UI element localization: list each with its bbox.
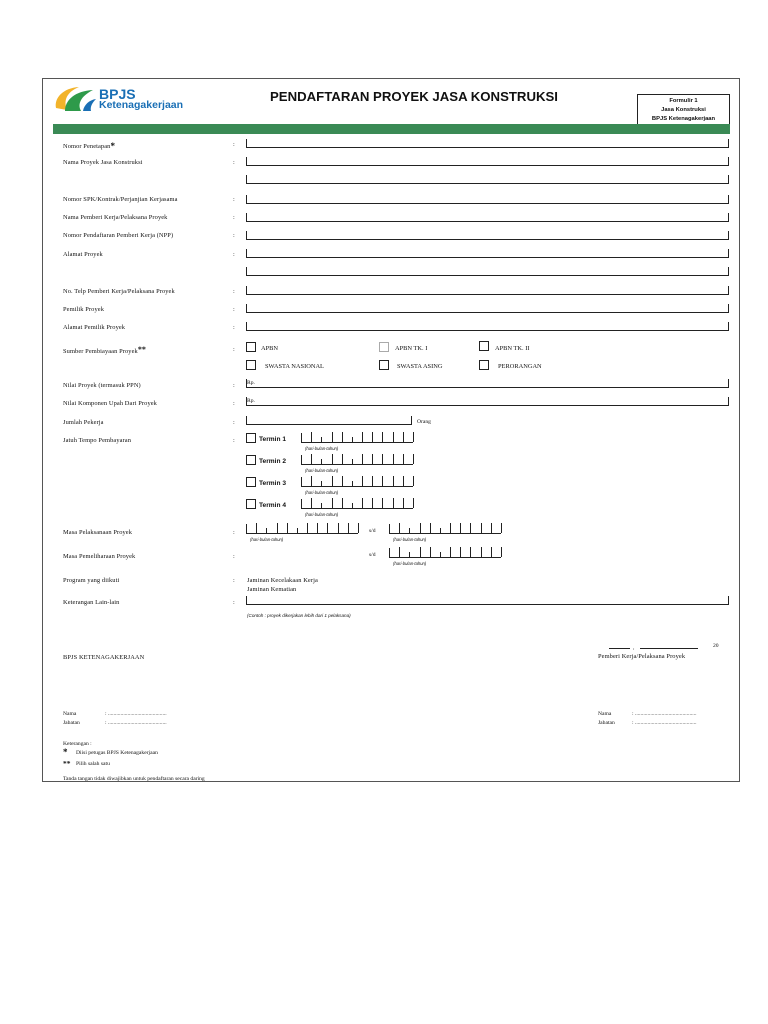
date-digit-divider [321,503,322,508]
date-blank-month[interactable] [640,648,698,649]
colon: : [233,346,235,353]
date-digit-divider [352,459,353,464]
termin-1-date-field[interactable] [301,433,413,443]
colon: : [233,306,235,313]
pemilik-proyek-field[interactable] [246,304,729,313]
until-label: s/d [369,552,376,558]
date-digit-divider [403,498,404,508]
date-digit-divider [332,476,333,486]
option-apbn-tk2: APBN TK. II [495,345,530,352]
jumlah-pekerja-field[interactable] [246,416,412,425]
colon: : [233,141,235,148]
npp-field[interactable] [246,231,729,240]
termin-2-label: Termin 2 [259,458,286,465]
logo-text-bpjs: BPJS [99,86,136,102]
date-digit-divider [430,547,431,557]
sign-right-title: Pemberi Kerja/Pelaksana Proyek [598,653,686,660]
sign-left-title: BPJS KETENAGAKERJAAN [63,654,145,661]
label-nama-proyek: Nama Proyek Jasa Konstruksi [63,159,143,166]
date-digit-divider [372,432,373,442]
termin-3-date-field[interactable] [301,477,413,487]
date-digit-divider [327,523,328,533]
date-hint: (hari-bulan-tahun) [393,561,427,566]
date-digit-divider [338,523,339,533]
option-swasta-nasional: SWASTA NASIONAL [265,363,324,370]
logo-text-ketenagakerjaan: Ketenagakerjaan [99,99,184,111]
date-digit-divider [382,498,383,508]
date-hint: (hari-bulan-tahun) [250,537,284,542]
date-digit-divider [413,454,414,464]
page-title: PENDAFTARAN PROYEK JASA KONSTRUKSI [270,89,558,104]
date-digit-divider [307,523,308,533]
label-alamat-pemilik: Alamat Pemilik Proyek [63,324,126,331]
date-digit-divider [470,547,471,557]
label-nilai-upah: Nilai Komponen Upah Dari Proyek [63,400,157,407]
date-digit-divider [342,432,343,442]
label-npp: Nomor Pendaftaran Pemberi Kerja (NPP) [63,232,174,239]
sign-left-jabatan-value[interactable]: : .......................................... [105,720,167,726]
colon: : [233,232,235,239]
date-digit-divider [277,523,278,533]
label-keterangan: Keterangan Lain-lain [63,599,120,606]
label-sumber-pembiayaan: Sumber Pembiayaan Proyek** [63,345,147,355]
termin-2-date-field[interactable] [301,455,413,465]
checkbox-termin-4[interactable] [246,499,256,509]
date-digit-divider [403,476,404,486]
date-digit-divider [481,547,482,557]
option-perorangan: PERORANGAN [498,363,542,370]
notes-title: Keterangan : [63,741,92,747]
date-digit-divider [430,523,431,533]
form-type: Jasa Konstruksi [661,107,706,113]
colon: : [233,599,235,606]
termin-4-label: Termin 4 [259,502,286,509]
sign-right-nama-label: Nama [598,711,612,717]
checkbox-perorangan[interactable] [479,360,489,370]
date-digit-divider [382,476,383,486]
date-digit-divider [311,454,312,464]
colon: : [233,419,235,426]
no-telp-field[interactable] [246,286,729,295]
masa-pelaksanaan-start-field[interactable] [246,524,358,534]
keterangan-field[interactable] [246,596,729,605]
currency-prefix: Rp. [247,398,255,404]
termin-1-label: Termin 1 [259,436,286,443]
header-band [53,124,730,134]
date-digit-divider [409,528,410,533]
date-digit-divider [413,476,414,486]
date-digit-divider [501,547,502,557]
registration-form [42,78,740,782]
date-digit-divider [382,454,383,464]
date-digit-divider [399,523,400,533]
sign-left-jabatan-label: Jabatan [63,720,80,726]
termin-4-date-field[interactable] [301,499,413,509]
date-hint: (hari-bulan-tahun) [305,446,339,451]
form-number-box [637,94,730,125]
form-org: BPJS Ketenagakerjaan [651,116,716,122]
date-digit-divider [352,503,353,508]
colon: : [233,577,235,584]
date-digit-divider [460,547,461,557]
colon: : [233,251,235,258]
currency-prefix: Rp. [247,380,255,386]
date-digit-divider [450,547,451,557]
label-nomor-spk: Nomor SPK/Kontrak/Perjanjian Kerjasama [63,196,178,203]
date-digit-divider [372,454,373,464]
date-digit-divider [311,432,312,442]
label-nilai-proyek: Nilai Proyek (termasuk PPN) [63,382,141,389]
checkbox-apbn-tk1[interactable] [379,342,389,352]
date-digit-divider [362,454,363,464]
label-masa-pelaksanaan: Masa Pelaksanaan Proyek [63,529,133,536]
date-digit-divider [311,498,312,508]
sign-right-nama-value[interactable]: : ............................................ [632,711,697,717]
alamat-proyek-field-2[interactable] [246,267,729,276]
colon: : [233,400,235,407]
date-digit-divider [393,498,394,508]
date-digit-divider [450,523,451,533]
date-digit-divider [393,476,394,486]
program-jkm: Jaminan Kematian [247,586,297,593]
date-digit-divider [393,432,394,442]
label-jumlah-pekerja: Jumlah Pekerja [63,419,104,426]
bpjs-logo-icon [53,84,97,114]
keterangan-hint: (Contoh : proyek dikerjakan lebih dari 1 pelaksana) [247,613,351,618]
date-digit-divider [413,432,414,442]
masa-pemeliharaan-end-field[interactable] [389,548,501,558]
date-digit-divider [352,481,353,486]
colon: : [233,324,235,331]
nama-proyek-field-2[interactable] [246,175,729,184]
colon: : [233,196,235,203]
date-digit-divider [358,523,359,533]
label-program: Program yang diikuti [63,577,120,584]
option-apbn-tk1: APBN TK. I [395,345,428,352]
date-digit-divider [311,476,312,486]
checkbox-swasta-asing[interactable] [379,360,389,370]
nilai-proyek-field[interactable] [246,379,729,388]
date-digit-divider [362,476,363,486]
note-2-mark: ** [63,759,71,768]
date-digit-divider [348,523,349,533]
date-digit-divider [332,498,333,508]
date-digit-divider [409,552,410,557]
date-digit-divider [403,432,404,442]
date-digit-divider [317,523,318,533]
date-hint: (hari-bulan-tahun) [305,512,339,517]
sign-right-jabatan-value[interactable]: : ............................................ [632,720,697,726]
termin-3-label: Termin 3 [259,480,286,487]
checkbox-swasta-nasional[interactable] [246,360,256,370]
nama-proyek-field[interactable] [246,157,729,166]
unit-orang: Orang [417,419,431,425]
masa-pelaksanaan-end-field[interactable] [389,524,501,534]
checkbox-apbn-tk2[interactable] [479,341,489,351]
date-digit-divider [342,476,343,486]
note-2: Pilih salah satu [76,761,110,767]
date-digit-divider [393,454,394,464]
year-prefix: 20 [713,643,719,649]
date-digit-divider [332,454,333,464]
date-digit-divider [321,459,322,464]
date-digit-divider [491,523,492,533]
date-digit-divider [352,437,353,442]
date-digit-divider [372,498,373,508]
date-digit-divider [332,432,333,442]
date-digit-divider [403,454,404,464]
nilai-upah-field[interactable] [246,397,729,406]
sign-right-jabatan-label: Jabatan [598,720,615,726]
sign-left-nama-value[interactable]: : .......................................... [105,711,167,717]
date-digit-divider [420,547,421,557]
option-apbn: APBN [261,345,279,352]
date-digit-divider [287,523,288,533]
date-digit-divider [266,528,267,533]
date-digit-divider [382,432,383,442]
checkbox-termin-1[interactable] [246,433,256,443]
date-digit-divider [440,552,441,557]
option-swasta-asing: SWASTA ASING [397,363,443,370]
nomor-spk-field[interactable] [246,195,729,204]
colon: : [233,553,235,560]
date-digit-divider [413,498,414,508]
label-no-telp: No. Telp Pemberi Kerja/Pelaksana Proyek [63,288,175,295]
date-digit-divider [342,454,343,464]
sign-left-nama-label: Nama [63,711,77,717]
date-digit-divider [362,432,363,442]
label-nomor-penetapan: Nomor Penetapan* [63,141,116,151]
date-hint: (hari-bulan-tahun) [305,490,339,495]
label-jatuh-tempo: Jatuh Tempo Pembayaran [63,437,132,444]
date-digit-divider [470,523,471,533]
colon: : [233,437,235,444]
date-digit-divider [372,476,373,486]
date-hint: (hari-bulan-tahun) [305,468,339,473]
checkbox-termin-2[interactable] [246,455,256,465]
date-digit-divider [420,523,421,533]
label-alamat-proyek: Alamat Proyek [63,251,103,258]
colon: : [233,159,235,166]
date-digit-divider [460,523,461,533]
date-digit-divider [481,523,482,533]
form-number: Formulir 1 [669,98,698,104]
program-jkk: Jaminan Kecelakaan Kerja [247,577,318,584]
date-blank-day[interactable] [609,648,630,649]
alamat-pemilik-field[interactable] [246,322,729,331]
note-1-mark: * [63,747,68,757]
label-pemilik-proyek: Pemilik Proyek [63,306,104,313]
nomor-penetapan-field[interactable] [246,139,729,148]
date-digit-divider [256,523,257,533]
colon: : [233,382,235,389]
label-nama-pemberi-kerja: Nama Pemberi Kerja/Pelaksana Proyek [63,214,168,221]
label-masa-pemeliharaan: Masa Pemeliharaan Proyek [63,553,136,560]
colon: : [233,214,235,221]
date-digit-divider [342,498,343,508]
colon: : [233,529,235,536]
alamat-proyek-field[interactable] [246,249,729,258]
until-label: s/d [369,528,376,534]
date-digit-divider [399,547,400,557]
checkbox-termin-3[interactable] [246,477,256,487]
date-digit-divider [491,547,492,557]
date-hint: (hari-bulan-tahun) [393,537,427,542]
checkbox-apbn[interactable] [246,342,256,352]
colon: : [233,288,235,295]
date-digit-divider [362,498,363,508]
date-digit-divider [297,528,298,533]
nama-pemberi-kerja-field[interactable] [246,213,729,222]
date-digit-divider [321,481,322,486]
note-3: Tanda tangan tidak diwajibkan untuk pendaftaran secara daring [63,776,205,782]
note-1: Diisi petugas BPJS Ketenagakerjaan [76,750,158,756]
date-digit-divider [321,437,322,442]
date-digit-divider [440,528,441,533]
date-comma: , [633,645,635,651]
date-digit-divider [501,523,502,533]
